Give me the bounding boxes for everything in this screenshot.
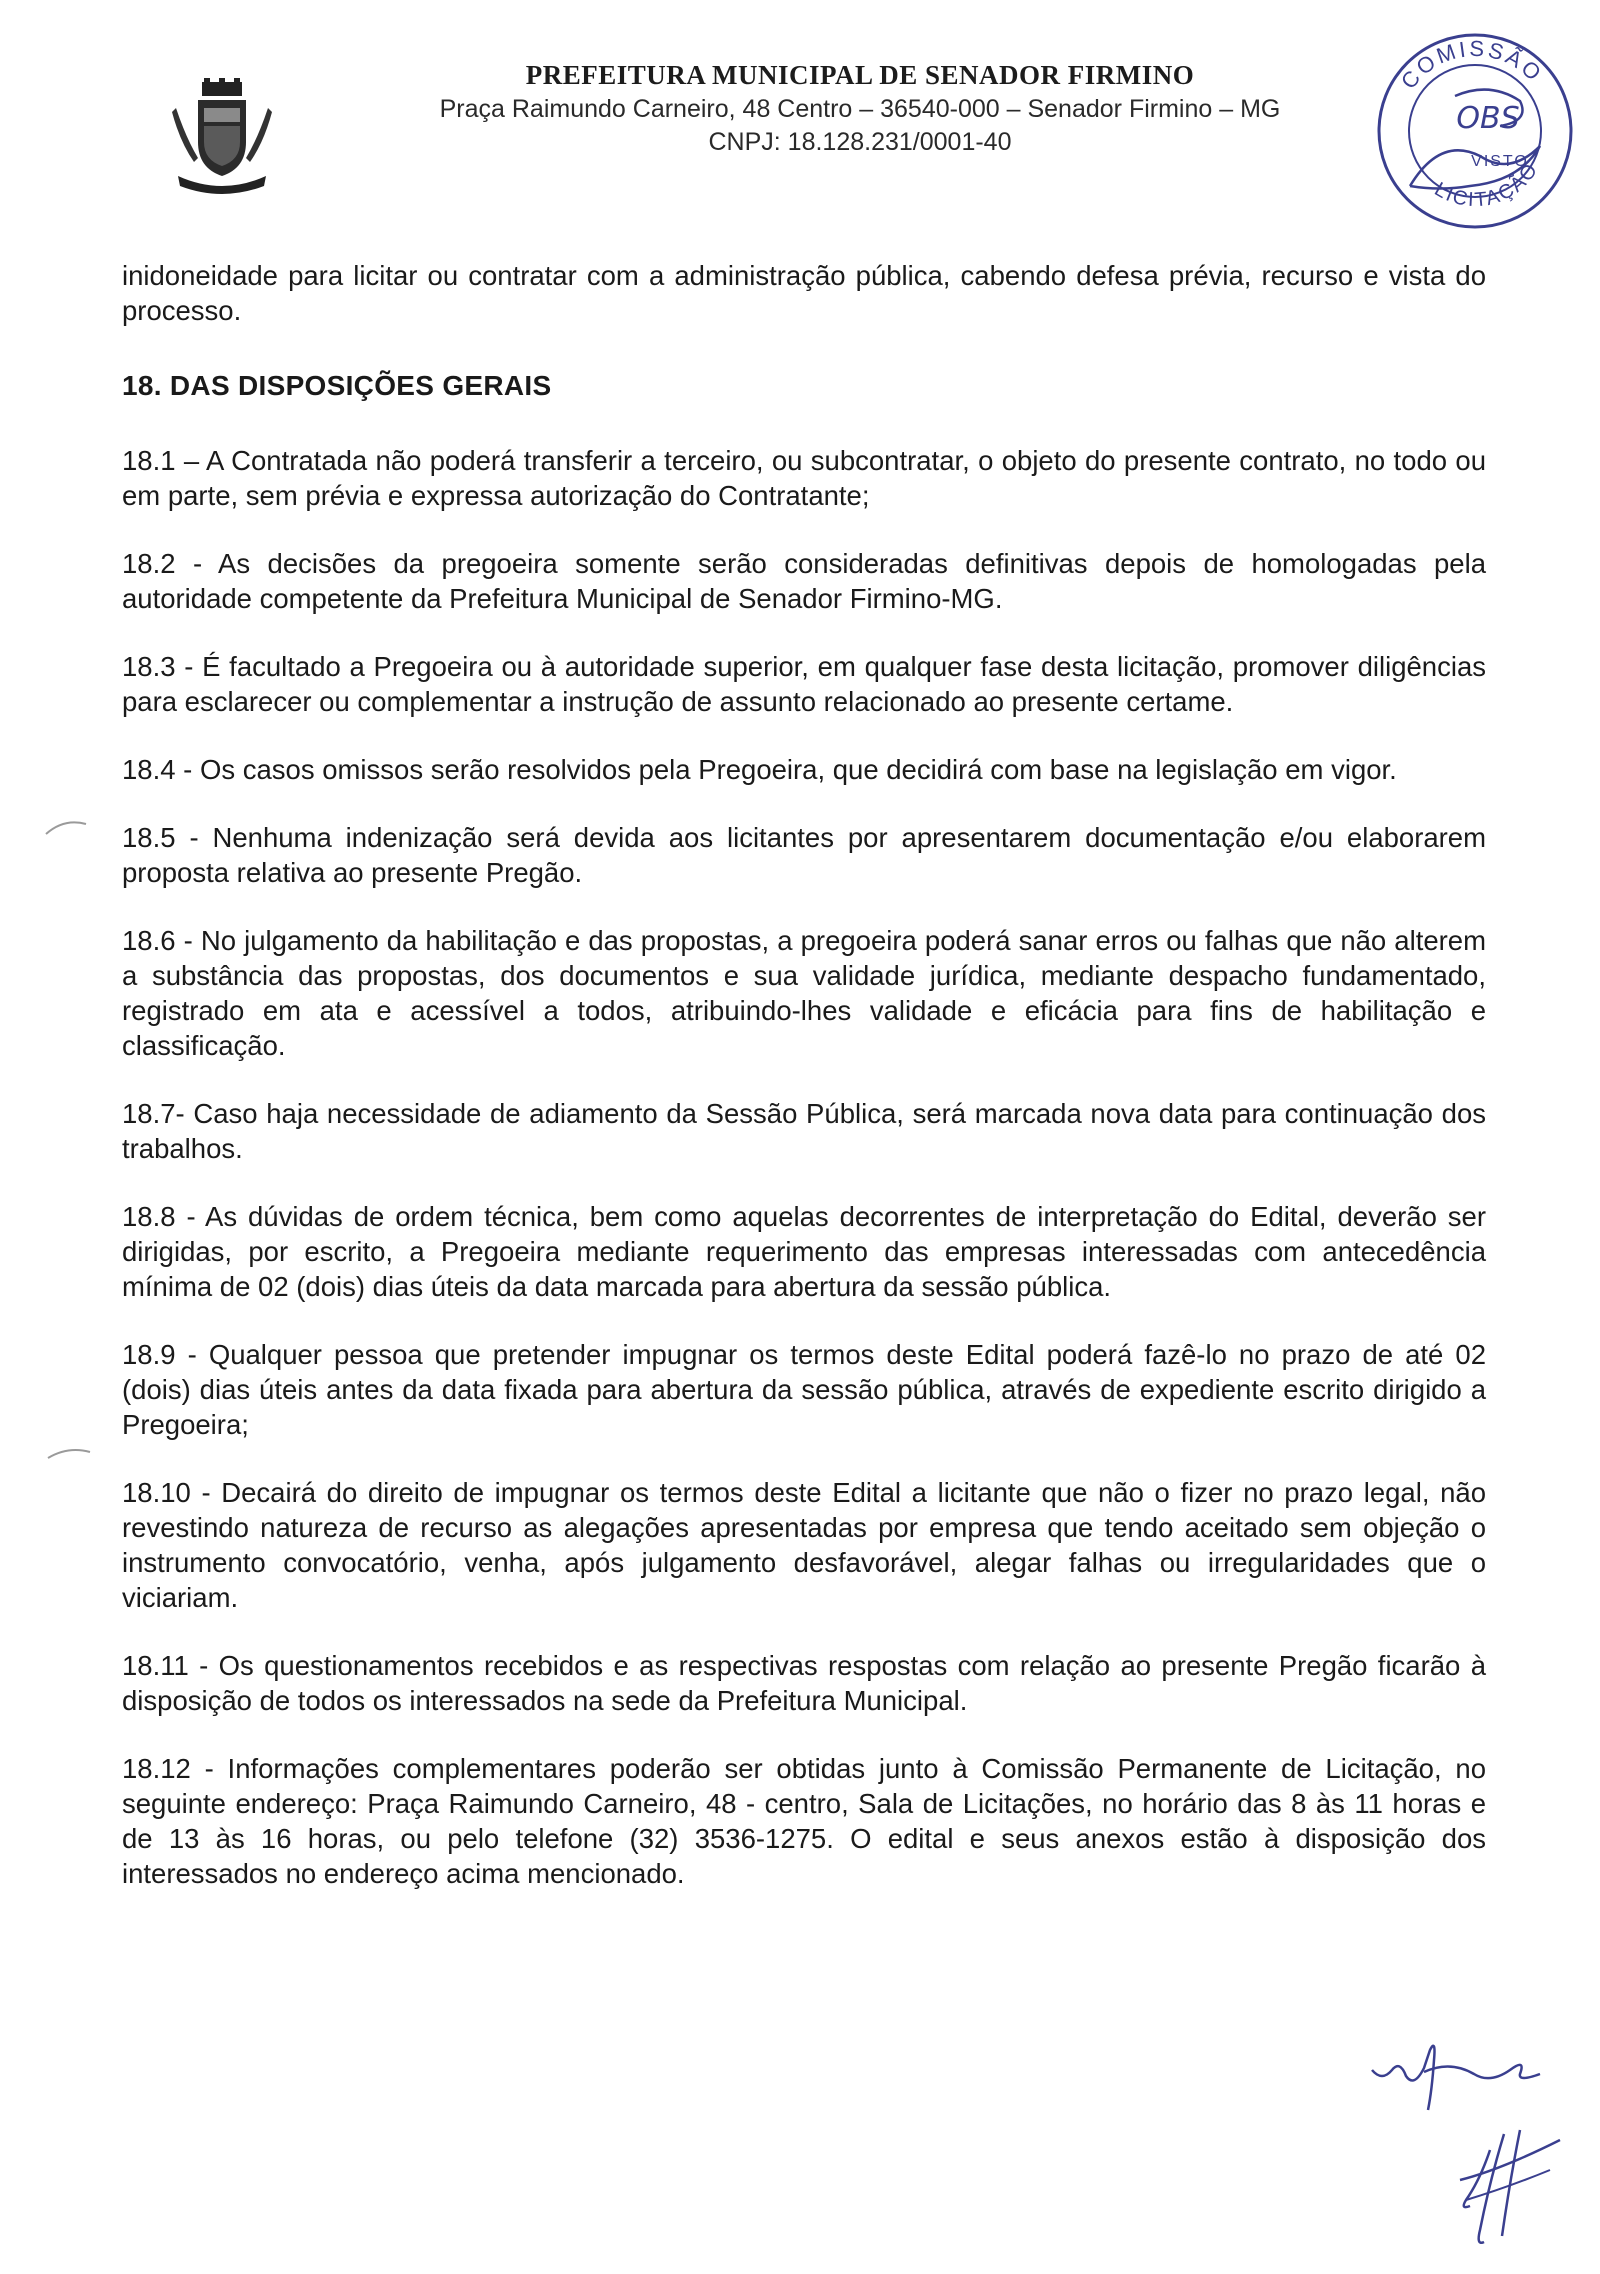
stamp-visto-text: VISTO <box>1471 153 1529 170</box>
document-body <box>122 258 1486 1924</box>
clause-18-3: 18.3 - É facultado a Pregoeira ou à autoridade superior, em qualquer fase desta licitação, promover diligências para esclarecer ou complementar a instrução de assunto relacionado ao presente certame. <box>122 651 1486 717</box>
organization-cnpj: CNPJ: 18.128.231/0001-40 <box>708 128 1012 156</box>
margin-mark-icon <box>40 1440 100 1470</box>
section-title: 18. DAS DISPOSIÇÕES GERAIS <box>122 370 552 401</box>
stamp-bottom-text: LICITAÇÃO <box>1430 158 1544 212</box>
clause-18-9: 18.9 - Qualquer pessoa que pretender impugnar os termos deste Edital poderá fazê-lo no prazo de até 02 (dois) dias úteis antes da data fixada para abertura da sessão pública, através de expediente escrito dirigido a Pregoeira; <box>122 1339 1486 1440</box>
commission-stamp-icon <box>1370 26 1580 236</box>
clause-18-6: 18.6 - No julgamento da habilitação e das propostas, a pregoeira poderá sanar erros ou falhas que não alterem a substância das propostas, dos documentos e sua validade jurídica, mediante despacho fundamentado, registrado em ata e acessível a todos, atribuindo-lhes validade e eficácia para fins de habilitação e classificação. <box>122 925 1486 1061</box>
clause-18-7: 18.7- Caso haja necessidade de adiamento da Sessão Pública, será marcada nova data para continuação dos trabalhos. <box>122 1098 1486 1164</box>
handwritten-signature-icon <box>1370 2030 1590 2260</box>
clause-18-11: 18.11 - Os questionamentos recebidos e as respectivas respostas com relação ao presente Pregão ficarão à disposição de todos os interessados na sede da Prefeitura Municipal. <box>122 1650 1486 1716</box>
letterhead <box>330 60 1390 157</box>
clause-18-1: 18.1 – A Contratada não poderá transferir a terceiro, ou subcontratar, o objeto do presente contrato, no todo ou em parte, sem prévia e expressa autorização do Contratante; <box>122 445 1486 511</box>
municipal-coat-of-arms-icon <box>168 78 276 198</box>
clause-18-5: 18.5 - Nenhuma indenização será devida aos licitantes por apresentarem documentação e/ou elaborarem proposta relativa ao presente Pregão. <box>122 822 1486 888</box>
organization-address: Praça Raimundo Carneiro, 48 Centro – 36540-000 – Senador Firmino – MG <box>439 95 1281 123</box>
clause-18-2: 18.2 - As decisões da pregoeira somente serão consideradas definitivas depois de homologadas pela autoridade competente da Prefeitura Municipal de Senador Firmino-MG. <box>122 548 1486 614</box>
stamp-middle-text: OBS <box>1456 101 1520 136</box>
stamp-top-text: COMISSÃO <box>1395 35 1549 94</box>
clause-18-10: 18.10 - Decairá do direito de impugnar os termos deste Edital a licitante que não o fizer no prazo legal, não revestindo natureza de recurso as alegações apresentadas por empresa que tendo aceitado sem objeção o instrumento convocatório, venha, após julgamento desfavorável, alegar falhas ou irregularidades que o viciariam. <box>122 1477 1486 1613</box>
clause-18-12: 18.12 - Informações complementares poderão ser obtidas junto à Comissão Permanente de Licitação, no seguinte endereço: Praça Raimundo Carneiro, 48 - centro, Sala de Licitações, no horário das 8 às 11 horas e de 13 às 16 horas, ou pelo telefone (32) 3536-1275. O edital e seus anexos estão à disposição dos interessados no endereço acima mencionado. <box>122 1753 1486 1889</box>
margin-mark-icon <box>40 810 100 850</box>
clause-18-4: 18.4 - Os casos omissos serão resolvidos pela Pregoeira, que decidirá com base na legislação em vigor. <box>122 754 1397 785</box>
organization-name: PREFEITURA MUNICIPAL DE SENADOR FIRMINO <box>525 60 1195 90</box>
intro-paragraph: inidoneidade para licitar ou contratar com a administração pública, cabendo defesa prévia, recurso e vista do processo. <box>122 260 1486 326</box>
clause-18-8: 18.8 - As dúvidas de ordem técnica, bem como aquelas decorrentes de interpretação do Edital, deverão ser dirigidas, por escrito, a Pregoeira mediante requerimento das empresas interessadas com antecedência mínima de 02 (dois) dias úteis da data marcada para abertura da sessão pública. <box>122 1201 1486 1302</box>
